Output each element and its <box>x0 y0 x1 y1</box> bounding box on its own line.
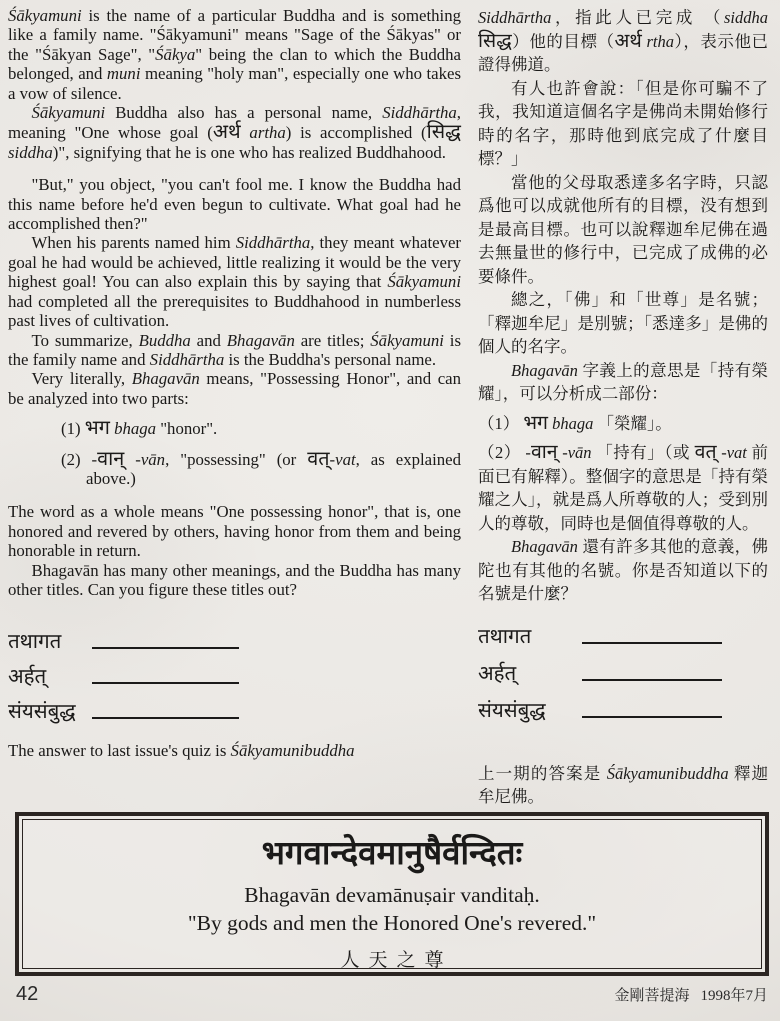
body-text: "honor". <box>156 419 218 439</box>
italic-text: Siddhārtha <box>478 8 552 27</box>
list-item <box>478 441 768 535</box>
paragraph <box>478 535 768 606</box>
quote-box-inner <box>22 819 762 969</box>
devanagari-term: वान् <box>530 440 558 463</box>
quote-chinese: 人天之尊 <box>340 950 453 971</box>
quiz-term-row <box>478 661 768 685</box>
body-text: When his parents named him <box>31 233 236 253</box>
paragraph <box>8 103 461 162</box>
body-text: and <box>190 330 227 350</box>
quote-devanagari: भगवान्देवमानुषैर्वन्दितः <box>261 833 523 872</box>
body-text: is the family name and <box>8 330 461 369</box>
italic-text: artha <box>249 123 286 143</box>
publication-name: 金剛菩提海 <box>614 988 690 1004</box>
body-text: Very literally, <box>31 369 132 389</box>
body-text: Buddha also has a personal name, <box>105 103 383 123</box>
italic-text: Śākyamuni <box>31 103 106 123</box>
issue-date: 1998年7月 <box>700 988 768 1004</box>
body-text: meaning "holy man", especially one who takes a vow of silence. <box>8 64 462 103</box>
italic-text: Bhagavān <box>131 369 200 389</box>
quiz-term-label: संयसंबुद्ध <box>478 697 546 722</box>
italic-text: Bhagavān <box>511 537 578 556</box>
body-text: , they meant whatever goal he had would be achieved, little realizing it would be the very highest goal! You can also explain this by saying that <box>8 233 461 292</box>
paragraph <box>8 561 461 600</box>
italic-text: -vat <box>721 443 747 462</box>
body-text: is the Buddha's personal name. <box>224 349 437 369</box>
body-text: means, "Possessing Honor", and can be analyzed into two parts: <box>8 369 462 408</box>
body-text: ) is accomplished ( <box>285 123 427 143</box>
body-text: （2） - <box>478 443 531 462</box>
body-text: ，指此人已完成 （ <box>551 8 724 27</box>
paragraph <box>8 6 461 103</box>
italic-text: Bhagavān <box>226 330 295 350</box>
analysis-list <box>478 412 768 536</box>
quiz-blank-line <box>92 664 239 684</box>
body-text: , meaning "One whose goal ( <box>8 103 461 143</box>
body-text: 「持有」（或 <box>591 443 695 462</box>
italic-text: -vān <box>562 443 592 462</box>
quiz-term-label: अर्हत् <box>8 664 47 689</box>
chinese-column <box>478 6 768 809</box>
body-text: 前面已有解釋）。整個字的意思是「持有榮耀之人」，就是爲人所尊敬的人；受到別人的尊敬，同時也是個值得尊敬的人。 <box>478 443 769 533</box>
body-text: , as explained above.) <box>86 449 461 488</box>
analysis-list <box>8 418 461 488</box>
italic-text: siddha <box>8 142 53 162</box>
titles-quiz <box>478 624 768 722</box>
paragraph <box>478 171 768 289</box>
list-item <box>478 412 768 436</box>
paragraph <box>8 175 461 233</box>
italic-text: Siddhārtha <box>382 103 457 123</box>
quiz-term-label: संयसंबुद्ध <box>8 699 76 724</box>
body-text: 「榮耀」。 <box>593 413 672 433</box>
quiz-blank-line <box>582 698 722 718</box>
italic-text: Śākyamunibuddha <box>230 741 355 761</box>
body-text: " being the clan to which the Buddha belonged, and <box>8 44 461 84</box>
footer-publication-block <box>614 984 768 1005</box>
devanagari-term: सिद्ध <box>478 28 512 52</box>
italic-text: rtha <box>646 31 675 51</box>
body-text: (1) <box>61 419 85 439</box>
quiz-blank-line <box>582 624 722 644</box>
italic-text: Śākya <box>155 44 196 64</box>
body-text: (2) - <box>61 449 98 469</box>
body-text: 當他的父母取悉達多名字時，只認爲他可以成就他所有的目標，没有想到是最高目標。也可以說釋迦牟尼佛在過去無量世的修行中，已完成了成佛的必要條件。 <box>478 172 768 286</box>
body-text: 總之，「佛」和「世尊」是名號；「釋迦牟尼」是別號；「悉達多」是佛的個人的名字。 <box>478 290 768 356</box>
page-footer <box>0 983 780 1006</box>
quiz-blank-line <box>92 699 239 719</box>
quiz-term-label: अर्हत् <box>478 660 517 685</box>
italic-text: Siddhārtha <box>149 349 225 369</box>
body-text: is the name of a particular Buddha and is something like a family name. "Śākyamuni" means "Sage of the Śākyas" or the "Śākyan Sage", " <box>8 6 461 64</box>
devanagari-term: अर्थ <box>212 120 241 144</box>
italic-text: Śākyamuni <box>8 6 82 25</box>
body-text: , "possessing" (or <box>165 449 308 469</box>
quiz-term-row <box>478 698 768 722</box>
devanagari-term: भग <box>84 416 110 440</box>
body-text: To summarize, <box>31 330 139 350</box>
list-item <box>8 418 461 438</box>
paragraph <box>8 233 461 330</box>
italic-text: -vān <box>135 449 166 469</box>
paragraph <box>8 331 461 370</box>
italic-text: -vat <box>329 449 356 469</box>
body-text: ）他的目標（ <box>511 31 615 51</box>
quiz-term-label: तथागत <box>478 623 532 648</box>
devanagari-term: भग <box>523 410 549 434</box>
quiz-blank-line <box>582 661 722 681</box>
page-number: 42 <box>16 983 39 1005</box>
italic-text: Śākyamuni <box>387 272 461 292</box>
italic-text: Bhagavān <box>511 360 578 380</box>
body-text: The answer to last issue's quiz is <box>8 741 231 761</box>
english-column <box>8 6 461 809</box>
devanagari-term: वत् <box>694 440 717 463</box>
paragraph <box>8 502 461 560</box>
paragraph <box>8 369 461 408</box>
quiz-term-label: तथागत <box>8 629 62 654</box>
quiz-term-row <box>8 629 461 653</box>
list-item <box>8 446 461 489</box>
quiz-blank-line <box>92 629 239 649</box>
body-text: Bhagavān has many other meanings, and the Buddha has many other titles. Can you figure these titles out? <box>8 560 461 599</box>
italic-text: Buddha <box>138 330 191 350</box>
body-text: 還有許多其他的意義，佛陀也有其他的名號。你是否知道以下的名號是什麼？ <box>478 537 768 603</box>
italic-text: Śākyamunibuddha <box>606 763 729 783</box>
body-text: The word as a whole means "One possessing honor", that is, one honored and revered by others, having honor from them and being honorable in return. <box>8 502 461 561</box>
body-text: ），表示他已證得佛道。 <box>478 31 769 74</box>
devanagari-term: वत् <box>307 446 330 470</box>
body-text: 字義上的意思是「持有榮耀」，可以分析成二部份： <box>478 360 768 403</box>
body-text: 上一期的答案是 <box>478 763 607 783</box>
italic-text: siddha <box>723 8 768 27</box>
paragraph <box>478 288 768 359</box>
italic-text: muni <box>106 64 141 84</box>
devanagari-term: अर्थ <box>614 28 642 52</box>
italic-text: Siddhārtha <box>235 233 311 253</box>
devanagari-term: सिद्ध <box>426 120 461 144</box>
body-text: 釋迦牟尼佛。 <box>478 763 769 806</box>
quote-english: "By gods and men the Honored One's revered." <box>187 911 597 935</box>
quiz-term-row <box>478 624 768 648</box>
devanagari-term: वान् <box>97 446 125 470</box>
quiz-answer-line <box>478 762 768 809</box>
body-text: are titles; <box>294 330 371 350</box>
body-text: had completed all the prerequisites to Buddhahood in numberless past lives of cultivation. <box>8 291 461 331</box>
italic-text: bhaga <box>552 413 594 433</box>
italic-text: Śākyamuni <box>370 330 444 350</box>
body-text <box>124 450 135 469</box>
quiz-answer-line <box>8 741 461 760</box>
quote-box <box>15 812 769 976</box>
paragraph <box>478 359 768 406</box>
body-text: 有人也許會說：「但是你可騙不了我，我知道這個名字是佛尚未開始修行時的名字，那時他到底完成了什麼目標？」 <box>478 78 768 168</box>
quote-transliteration: Bhagavān devamānuṣair vanditaḥ. <box>244 883 540 907</box>
quiz-term-row <box>8 664 461 688</box>
body-text: （1） <box>478 413 524 433</box>
italic-text: bhaga <box>114 419 157 439</box>
titles-quiz <box>8 629 461 723</box>
quiz-term-row <box>8 699 461 723</box>
body-text: )", signifying that he is one who has realized Buddhahood. <box>52 142 446 162</box>
body-text: "But," you object, "you can't fool me. I know the Buddha had this name before he'd even begun to cultivate. What goal had he accomplished then?" <box>8 175 461 234</box>
paragraph <box>478 77 768 171</box>
paragraph <box>478 6 768 77</box>
